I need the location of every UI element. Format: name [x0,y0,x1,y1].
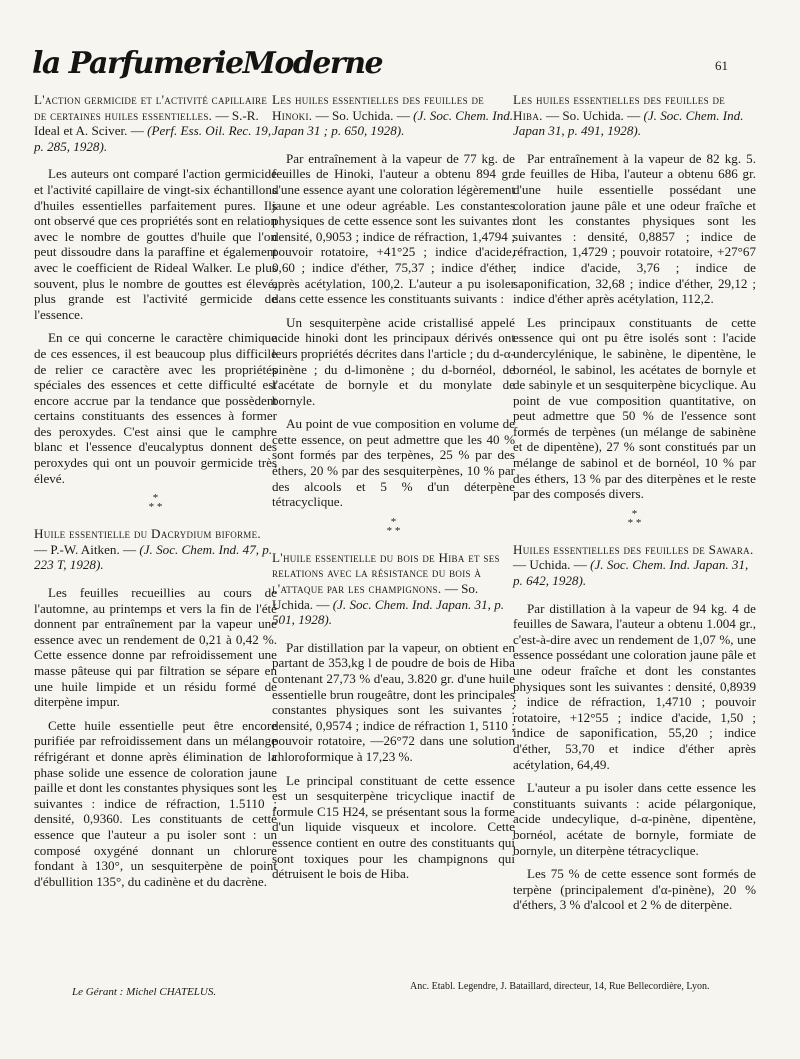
paragraph: Le principal constituant de cette essence est un sesquiterpène tricyclique inactif de formule C15 H24, se présentant sous la forme d'un liquide visqueux et incolore. Cette essence contient en outre des constituants qui sont toxiques pour les champignons qui détruisent le bois de Hiba. [272,772,515,882]
paragraph: Par distillation à la vapeur de 94 kg. 4 de feuilles de Sawara, l'auteur a obtenu 1.004 gr., c'est-à-dire avec un rendement de 1,07 %, une essence possédant une coloration jaune pâle et une odeur fraîche et dont les constantes physiques sont les suivantes : densité, 0,8939 ; indice de réfraction, 1,4710 ; pouvoir rotatoire, +12°55 ; indice d'acide, 1,50 ; indice de saponification, 55,20 ; indice d'éther, 53,70 et indice d'éther après acétylation, 64,49. [513,600,756,772]
article-source: (J. Soc. Chem. Ind. Japan 31 ; p. 650, 1928). [272,107,514,139]
separator-bottom: * * [386,524,401,537]
article-authors: — So. Uchida. — [312,107,414,123]
article-title-text: Huile essentielle du Dacrydium biforme. [34,526,261,542]
separator-top: * [390,515,397,528]
article-title-dacrydium [34,526,277,573]
article-title-hiba-leaves [513,92,756,139]
article-authors: — So. Uchida. — [542,107,644,123]
article-authors: — So. Uchida. — [272,581,479,612]
section-separator [34,494,277,512]
paragraph: Par entraînement à la vapeur de 82 kg. 5. de feuilles de Hiba, l'auteur a obtenu 686 gr. d'une huile essentielle possédant une coloration jaune pâle et une odeur fraîche et dont les constantes physiques sont les suivantes : densité, 0,8857 ; indice de réfraction, 1,4729 ; pouvoir rotatoire, +27°67 ; indice d'acide, 3,76 ; indice de saponification, 32,68 ; indice d'éther, 29,12 ; indice d'éther après acétylation, 112,2. [513,150,756,307]
footer-printer: Anc. Etabl. Legendre, J. Bataillard, directeur, 14, Rue Bellecordière, Lyon. [410,981,710,992]
page-number: 61 [715,58,728,73]
footer-manager: Le Gérant : Michel CHATELUS. [72,986,217,998]
article-title-text: Les huiles essentielles des feuilles de Hiba. [513,92,726,123]
paragraph: Cette huile essentielle peut être encore purifiée par refroidissement dans un mélange réfrigérant et donne après élimination de la phase solide une essence de coloration jaune paille et dont les constantes physiques sont les suivantes : indice de réfraction, 1.5110 ; densité, 0,9360. Les constituants de cette essence que l'auteur a pu isoler sont : un composé oxygéné donnant un chlorure fondant à 130°, un sesquiterpène de point d'ébullition 135°, du cadinène et du dacrène. [34,717,277,889]
section-separator [513,507,756,529]
article-authors: — Uchida. — [513,557,591,573]
paragraph: Un sesquiterpène acide cristallisé appelé acide hinoki dont les principaux dérivés ont leurs propriétés décrites dans l'article ; du d-α-pinène ; du d-limonène ; du d-bornéol, de l'acétate de bornyle et du monylate de bornyle. [272,314,516,408]
article-title-text: Huiles essentielles des feuilles de Sawara. [513,541,754,557]
article-source: (J. Soc. Chem. Ind. 47, p. 223 T, 1928). [34,541,273,573]
paragraph: Les feuilles recueillies au cours de l'automne, au printemps et vers la fin de l'été donnent par entraînement par la vapeur une essence avec un rendement de 0,21 à 0,42 %. Cette essence donne par refroidissement une masse pâteuse qui par filtration se sépare en une huile limpide et un résidu formé de diterpène impur. [34,585,277,710]
article-title-text: Les huiles essentielles des feuilles de Hinoki. [272,92,485,123]
paragraph: En ce qui concerne le caractère chimique de ces essences, il est beaucoup plus difficile de relier ce caractère avec les propriétés spéciales des essences et cette difficulté est encore accrue par la tendance que possèdent certains constituants des essences à former des peroxydes. C'est ainsi que le camphre blanc et l'essence d'eucalyptus donnent des peroxydes qui ont un pouvoir germicide très élevé. [34,330,277,486]
paragraph: Au point de vue composition en volume de cette essence, on peut admettre que les 40 % sont formés par des terpènes, 25 % par des éthers, 20 % par des sesquiterpènes, 10 % par des alcools et 5 % d'un déterpène tétracyclique. [272,416,515,510]
article-title-hiba-wood [272,550,515,628]
separator-top: * [152,492,159,505]
article-title-germicide [34,92,277,154]
separator-bottom: * * [148,501,163,514]
paragraph: Par entraînement à la vapeur de 77 kg. de feuilles de Hinoki, l'auteur a obtenu 894 gr. d'une essence ayant une coloration légèrement jaune et une odeur agréable. Les constantes physiques de cette essence sont les suivantes : densité, 0,9053 ; indice de réfraction, 1,4794 ; pouvoir rotatoire, +41°25 ; indice d'acide, 0,60 ; indice d'éther, 75,37 ; indice d'éther après acétylation, 100,2. L'auteur a pu isoler dans cette essence les constituants suivants : [272,150,515,307]
article-title-text: L'action germicide et l'activité capillaire de certaines huiles essentielles. [34,92,268,123]
article-source: (J. Soc. Chem. Ind. Japan 31, p. 491, 1928). [513,107,744,139]
journal-masthead: la ParfumerieModerne [32,46,383,81]
column-3 [513,92,756,921]
article-title-text: L'huile essentielle du bois de Hiba et ses relations avec la résistance du bois à l'attaque par les champignons. [272,549,500,597]
paragraph: Les 75 % de cette essence sont formés de terpène (principalement d'α-pinène), 20 % d'éthers, 3 % d'alcool et 2 % de diterpène. [513,866,756,913]
article-authors: — S.-R. Ideal et A. Sciver. — [34,107,259,139]
section-separator [272,515,515,537]
separator-top: * [631,507,638,520]
column-1 [34,92,277,897]
paragraph: L'auteur a pu isoler dans cette essence les constituants suivants : acide pélargonique, acide undecylique, d-α-pinène, dipentène, bornéol, acétate de bornyle, formiate de bornyle, un diterpène tétracyclique. [513,780,756,858]
article-authors: — P.-W. Aitken. — [34,541,140,557]
column-2 [272,92,515,890]
article-source: (J. Soc. Chem. Ind. Japan. 31, p. 501, 1928). [272,596,505,628]
paragraph: Les principaux constituants de cette essence qui ont pu être isolés sont : l'acide undercylénique, le sabinène, le dipentène, le bornéol, le sabinol, les acétates de bornyle et de sabinyle et un sesquiterpène bicyclique. Au point de vue composition quantitative, on peut admettre que 50 % de l'essence sont formés de terpènes (un mélange de sabinène et de dipentène), 27 % sont constitués par un mélange de sabinol et de bornéol, 10 % par des éthers, 13 % par des diterpènes et le reste par des composés divers. [513,314,756,502]
separator-bottom: * * [627,516,642,529]
article-source: (J. Soc. Chem. Ind. Japan. 31, p. 642, 1928). [513,557,749,589]
article-title-hinoki [272,92,515,139]
paragraph: Par distillation par la vapeur, on obtient en partant de 353,kg l de poudre de bois de Hiba contenant 27,73 % d'eau, 3.820 gr. d'une huile essentielle brun rougeâtre, dont les principales constantes physiques sont les suivantes : densité, 0,9574 ; indice de réfraction 1, 5110 ; pouvoir rotatoire, —26°72 dans une solution chloroformique à 17,23 %. [272,639,515,764]
article-source: (Perf. Ess. Oil. Rec. 19, p. 285, 1928). [34,123,272,154]
paragraph: Les auteurs ont comparé l'action germicide et l'activité capillaire de vingt-six échantillons d'huiles essentielles parfaitement pures. Ils ont observé que ces propriétés sont en relation avec le nombre de gouttes d'huile que l'on peut dissoudre dans la paraffine et également avec le coefficient de Rideal Walker. Le plus souvent, plus le nombre de gouttes est élevé, plus grande est l'activité germicide de l'essence. [34,166,277,322]
article-title-sawara [513,542,756,589]
